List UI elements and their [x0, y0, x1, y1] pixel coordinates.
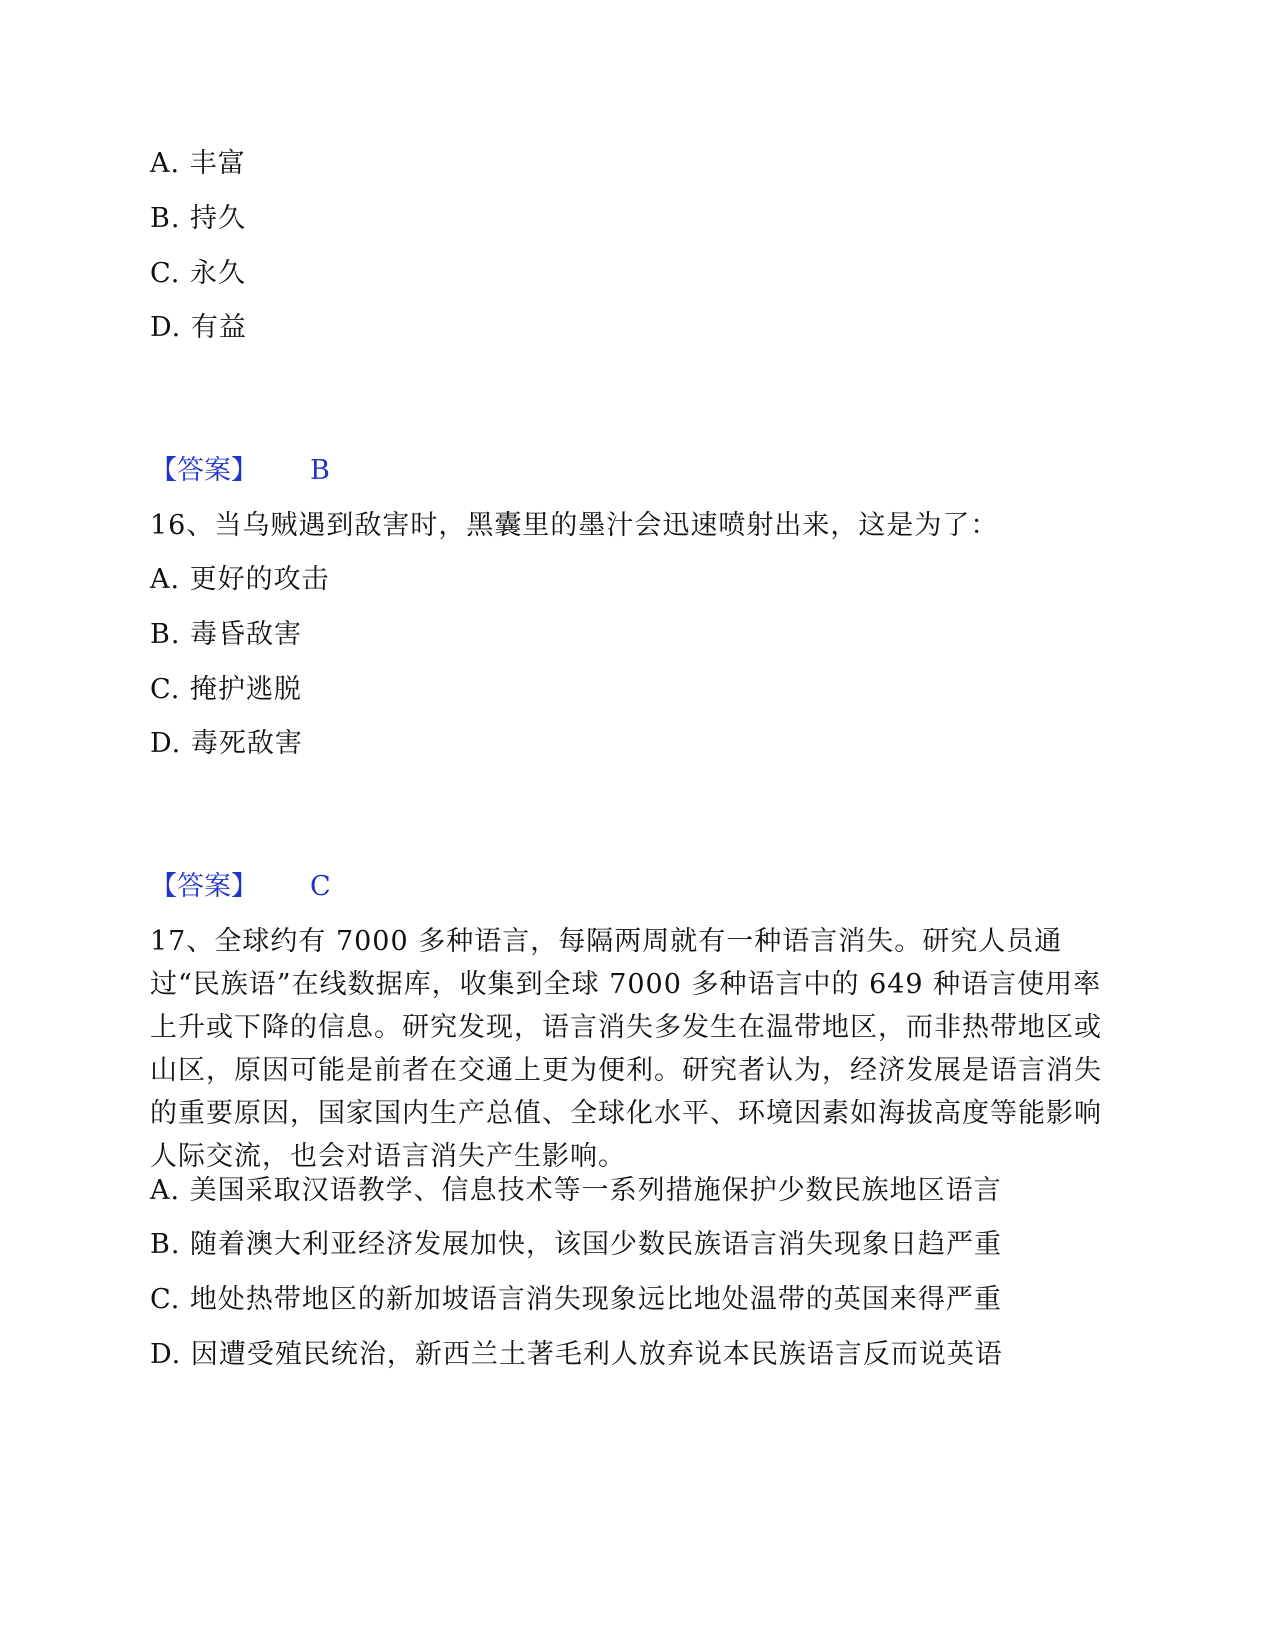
- q16-option-c: C. 掩护逃脱: [150, 674, 302, 705]
- answer-label: 【答案】: [150, 455, 258, 486]
- q16-option-b: B. 毒昏敌害: [150, 619, 303, 650]
- q17-option-b: B. 随着澳大利亚经济发展加快，该国少数民族语言消失现象日趋严重: [150, 1229, 1003, 1260]
- q16-option-d: D. 毒死敌害: [150, 728, 303, 759]
- q15-option-d: D. 有益: [150, 312, 247, 343]
- q15-option-a: A. 丰富: [150, 148, 246, 179]
- q17-option-d: D. 因遭受殖民统治，新西兰土著毛利人放弃说本民族语言反而说英语: [150, 1339, 1003, 1370]
- q17-stem: 17、全球约有 7000 多种语言，每隔两周就有一种语言消失。研究人员通过“民族语”在线数据库，收集到全球 7000 多种语言中的 649 种语言使用率上升或下降的信息。研究发现，语言消失多发生在温带地区，而非热带地区或山区，原因可能是前者在交通上更为便利。研究者认为，经济发展是语言消失的重要原因，国家国内生产总值、全球化水平、环境因素如海拔高度等能影响人际交流，也会对语言消失产生影响。: [150, 926, 1102, 1172]
- q16-answer: [150, 869, 331, 905]
- answer-value: B: [310, 455, 330, 486]
- q16-stem: 16、当乌贼遇到敌害时，黑囊里的墨汁会迅速喷射出来，这是为了：: [150, 510, 999, 541]
- q17-option-a: A. 美国采取汉语教学、信息技术等一系列措施保护少数民族地区语言: [150, 1175, 1002, 1206]
- q15-answer: [150, 453, 330, 489]
- q16-option-a: A. 更好的攻击: [150, 564, 330, 595]
- answer-value: C: [310, 871, 331, 902]
- q15-option-b: B. 持久: [150, 203, 247, 234]
- q17-option-c: C. 地处热带地区的新加坡语言消失现象远比地处温带的英国来得严重: [150, 1284, 1002, 1315]
- answer-label: 【答案】: [150, 871, 258, 902]
- q15-option-c: C. 永久: [150, 258, 246, 289]
